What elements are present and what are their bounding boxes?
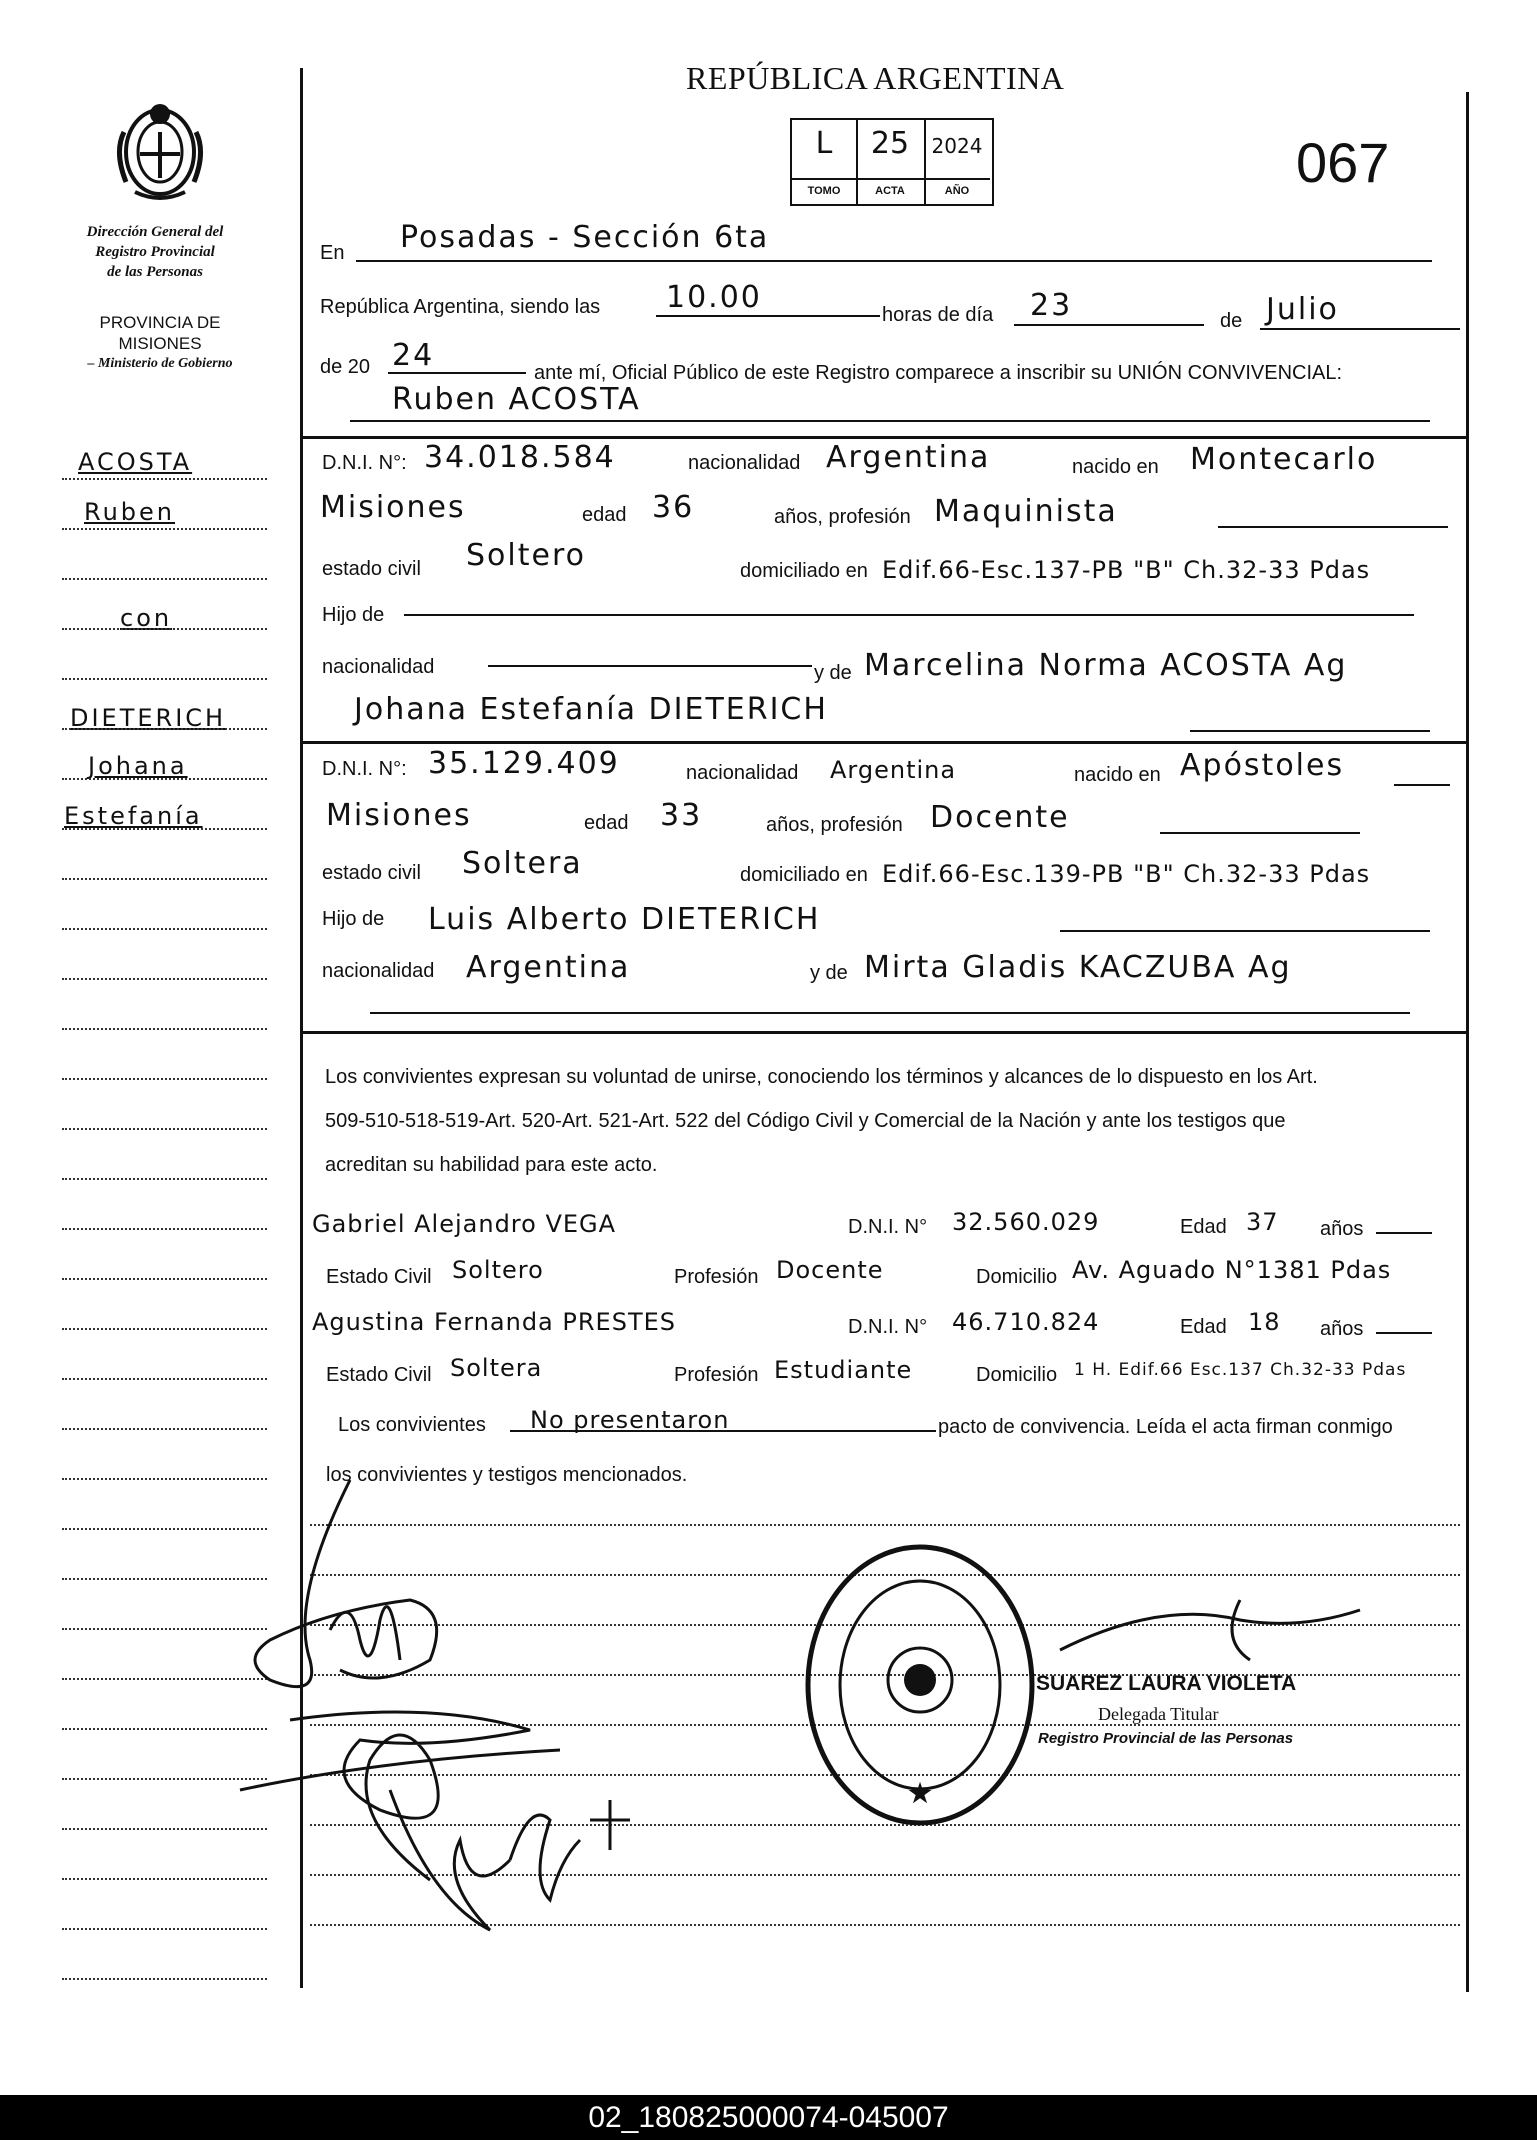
acta-value: 25 <box>870 126 910 161</box>
extra-underline <box>370 1012 1410 1014</box>
nacido2-label: nacido en <box>1074 764 1161 786</box>
section-divider-3 <box>303 1031 1466 1034</box>
testigo2-name: Agustina Fernanda PRESTES <box>312 1308 676 1336</box>
conviviente2-name: Johana Estefanía DIETERICH <box>354 692 828 727</box>
mes-underline <box>1260 328 1460 330</box>
horas-label: horas de día <box>882 304 994 326</box>
profesion1-underline <box>1218 526 1448 528</box>
office-name <box>40 222 270 282</box>
official-role: Delegada Titular <box>1098 1704 1219 1724</box>
official-signature <box>1040 1580 1380 1680</box>
margin-dotted-line <box>62 1028 267 1030</box>
nacido2-underline <box>1394 784 1450 786</box>
margin-dotted-line <box>62 878 267 880</box>
tomo-cell <box>792 120 858 204</box>
domicilio1-value: Edif.66-Esc.137-PB "B" Ch.32-33 Pdas <box>882 556 1371 584</box>
hijo2-underline <box>1060 930 1430 932</box>
province-name <box>50 312 270 354</box>
declaration-text <box>325 1055 1465 1187</box>
document-number: 067 <box>1296 131 1390 194</box>
margin-note: Ruben <box>84 498 176 526</box>
anio-cell <box>924 120 990 204</box>
anio-value: 2024 <box>931 134 983 158</box>
domicilio2-label: domiciliado en <box>740 864 868 886</box>
nacionalidad2-label: nacionalidad <box>686 762 799 784</box>
madre1-value: Marcelina Norma ACOSTA Ag <box>864 648 1348 683</box>
tomo-acta-anio-box <box>790 118 994 206</box>
testigo1-edad-label: Edad <box>1180 1216 1227 1238</box>
hijo1-label: Hijo de <box>322 604 385 626</box>
edad2-label: edad <box>584 812 629 834</box>
declaration-line-1: Los convivientes expresan su voluntad de unirse, conociendo los términos y alcances de lo dispuesto en los Art. <box>325 1066 1318 1088</box>
nac2-2-label: nacionalidad <box>322 960 435 982</box>
profesion2-underline <box>1160 832 1360 834</box>
testigo2-domicilio: 1 H. Edif.66 Esc.137 Ch.32-33 Pdas <box>1074 1360 1407 1380</box>
en-label: En <box>320 242 345 264</box>
testigo1-dni-label: D.N.I. N° <box>848 1216 928 1238</box>
declaration-line-3: acreditan su habilidad para este acto. <box>325 1154 658 1176</box>
estado2-value: Soltera <box>462 846 583 881</box>
edad2-value: 33 <box>660 798 703 833</box>
margin-dotted-line <box>62 478 267 480</box>
ministry-name: – Ministerio de Gobierno <box>87 356 233 371</box>
margin-dotted-line <box>62 1228 267 1230</box>
profesion1-label: años, profesión <box>774 506 911 528</box>
testigo2-anios-label: años <box>1320 1318 1364 1340</box>
testigo2-profesion: Estudiante <box>774 1356 913 1384</box>
right-border-line <box>1466 92 1469 1992</box>
edad1-value: 36 <box>652 490 695 525</box>
nac2-2-value: Argentina <box>466 950 631 985</box>
testigo2-estado-label: Estado Civil <box>326 1364 432 1386</box>
testigo2-estado: Soltera <box>450 1354 543 1382</box>
footer-code: 02_180825000074-045007 <box>0 2095 1537 2140</box>
margin-note: con <box>120 604 173 632</box>
margin-dotted-line <box>62 1328 267 1330</box>
pacto-text: pacto de convivencia. Leída el acta firman conmigo <box>938 1416 1393 1438</box>
margin-dotted-line <box>62 1428 267 1430</box>
testigo2-edad-label: Edad <box>1180 1316 1227 1338</box>
margin-note: Johana <box>88 752 188 780</box>
hora-underline <box>656 315 880 317</box>
margin-dotted-line <box>62 1128 267 1130</box>
profesion2-value: Docente <box>930 800 1070 835</box>
pacto-value: No presentaron <box>530 1406 730 1434</box>
nacionalidad1-label: nacionalidad <box>688 452 801 474</box>
madre2-value: Mirta Gladis KACZUBA Ag <box>864 950 1292 985</box>
profesion2-label: años, profesión <box>766 814 903 836</box>
tomo-label: TOMO <box>792 178 856 202</box>
office-line-2: Registro Provincial <box>95 244 215 260</box>
registry-seal <box>800 1540 1040 1830</box>
estado1-label: estado civil <box>322 558 421 580</box>
testigo2-anios-underline <box>1376 1332 1432 1334</box>
en-value: Posadas - Sección 6ta <box>400 220 770 255</box>
tomo-value: L <box>815 126 833 161</box>
svg-text:★: ★ <box>908 1778 932 1808</box>
official-office: Registro Provincial de las Personas <box>1038 1730 1294 1747</box>
margin-dotted-line <box>62 928 267 930</box>
testigo1-estado-label: Estado Civil <box>326 1266 432 1288</box>
testigo2-edad: 18 <box>1248 1308 1281 1336</box>
country-title: REPÚBLICA ARGENTINA <box>686 60 1065 96</box>
hijo1-underline <box>404 614 1414 616</box>
testigo1-profesion: Docente <box>776 1256 884 1284</box>
margin-dotted-line <box>62 978 267 980</box>
coat-of-arms-logo <box>110 92 210 207</box>
section-divider-1 <box>303 436 1466 439</box>
pacto-underline <box>510 1430 936 1432</box>
margin-dotted-line <box>62 678 267 680</box>
anio-underline <box>388 372 526 374</box>
nac2-1-underline <box>488 665 812 667</box>
margin-dotted-line <box>62 778 267 780</box>
acta-label: ACTA <box>856 178 924 202</box>
testigo1-edad: 37 <box>1246 1208 1279 1236</box>
domicilio2-value: Edif.66-Esc.139-PB "B" Ch.32-33 Pdas <box>882 860 1371 888</box>
margin-dotted-line <box>62 728 267 730</box>
hijo2-label: Hijo de <box>322 908 385 930</box>
office-line-3: de las Personas <box>107 264 203 280</box>
hijo2-value: Luis Alberto DIETERICH <box>428 902 821 937</box>
dni2-value: 35.129.409 <box>428 746 620 781</box>
province-line-2: MISIONES <box>118 334 202 353</box>
en-underline <box>356 260 1432 262</box>
yde1-label: y de <box>814 662 852 684</box>
official-name: SUAREZ LAURA VIOLETA <box>1036 1672 1297 1695</box>
estado2-label: estado civil <box>322 862 421 884</box>
estado1-value: Soltero <box>466 538 586 573</box>
margin-dotted-line <box>62 1178 267 1180</box>
nacido2-value-2: Misiones <box>326 798 472 833</box>
margin-note: ACOSTA <box>78 448 193 476</box>
section-divider-2 <box>303 741 1466 744</box>
oficial-text: ante mí, Oficial Público de este Registro comparece a inscribir su UNIÓN CONVIVENCIAL: <box>534 362 1343 384</box>
anio-label: AÑO <box>924 178 990 202</box>
testigo1-profesion-label: Profesión <box>674 1266 759 1288</box>
testigo1-estado: Soltero <box>452 1256 544 1284</box>
conviviente1-name: Ruben ACOSTA <box>392 382 641 417</box>
office-line-1: Dirección General del <box>86 224 224 240</box>
margin-note: Estefanía <box>64 802 203 830</box>
nac2-1-label: nacionalidad <box>322 656 435 678</box>
nacido1-value-2: Misiones <box>320 490 466 525</box>
testigo2-dni-label: D.N.I. N° <box>848 1316 928 1338</box>
margin-dotted-line <box>62 1278 267 1280</box>
testigo1-domicilio: Av. Aguado N°1381 Pdas <box>1072 1256 1392 1284</box>
margin-dotted-line <box>62 1378 267 1380</box>
hora-value: 10.00 <box>666 280 762 315</box>
final-text: los convivientes y testigos mencionados. <box>326 1464 688 1486</box>
de-label: de <box>1220 310 1243 332</box>
testigo1-name: Gabriel Alejandro VEGA <box>312 1210 617 1238</box>
edad1-label: edad <box>582 504 627 526</box>
testigo1-anios-label: años <box>1320 1218 1364 1240</box>
nacionalidad2-value: Argentina <box>830 756 957 784</box>
signatures-scribble <box>230 1460 650 1980</box>
margin-dotted-line <box>62 1078 267 1080</box>
anio-handwritten: 24 <box>392 338 435 373</box>
declaration-line-2: 509-510-518-519-Art. 520-Art. 521-Art. 522 del Código Civil y Comercial de la Nación y ante los testigos que <box>325 1110 1286 1132</box>
margin-dotted-line <box>62 528 267 530</box>
dia-underline <box>1014 324 1204 326</box>
testigo1-domicilio-label: Domicilio <box>976 1266 1058 1288</box>
testigo2-profesion-label: Profesión <box>674 1364 759 1386</box>
dni1-value: 34.018.584 <box>424 440 616 475</box>
margin-dotted-line <box>62 828 267 830</box>
name2-underline <box>1190 730 1430 732</box>
profesion1-value: Maquinista <box>934 494 1118 529</box>
testigo1-anios-underline <box>1376 1232 1432 1234</box>
nacido1-label: nacido en <box>1072 456 1159 478</box>
province-line-1: PROVINCIA DE <box>99 313 221 332</box>
de20-label: de 20 <box>320 356 371 378</box>
margin-dotted-line <box>62 628 267 630</box>
testigo2-dni: 46.710.824 <box>952 1308 1100 1336</box>
mes-value: Julio <box>1266 292 1339 327</box>
republica-label: República Argentina, siendo las <box>320 296 601 318</box>
testigo1-dni: 32.560.029 <box>952 1208 1100 1236</box>
dia-value: 23 <box>1030 288 1073 323</box>
name1-underline <box>350 420 1430 422</box>
convivientes-label: Los convivientes <box>338 1414 486 1436</box>
dni2-label: D.N.I. N°: <box>322 758 407 780</box>
domicilio1-label: domiciliado en <box>740 560 868 582</box>
nacido1-value: Montecarlo <box>1190 442 1378 477</box>
yde2-label: y de <box>810 962 848 984</box>
margin-dotted-line <box>62 578 267 580</box>
testigo2-domicilio-label: Domicilio <box>976 1364 1058 1386</box>
acta-cell <box>856 120 926 204</box>
nacionalidad1-value: Argentina <box>826 440 991 475</box>
dni1-label: D.N.I. N°: <box>322 452 407 474</box>
margin-note: DIETERICH <box>70 704 227 732</box>
nacido2-value: Apóstoles <box>1180 748 1345 783</box>
